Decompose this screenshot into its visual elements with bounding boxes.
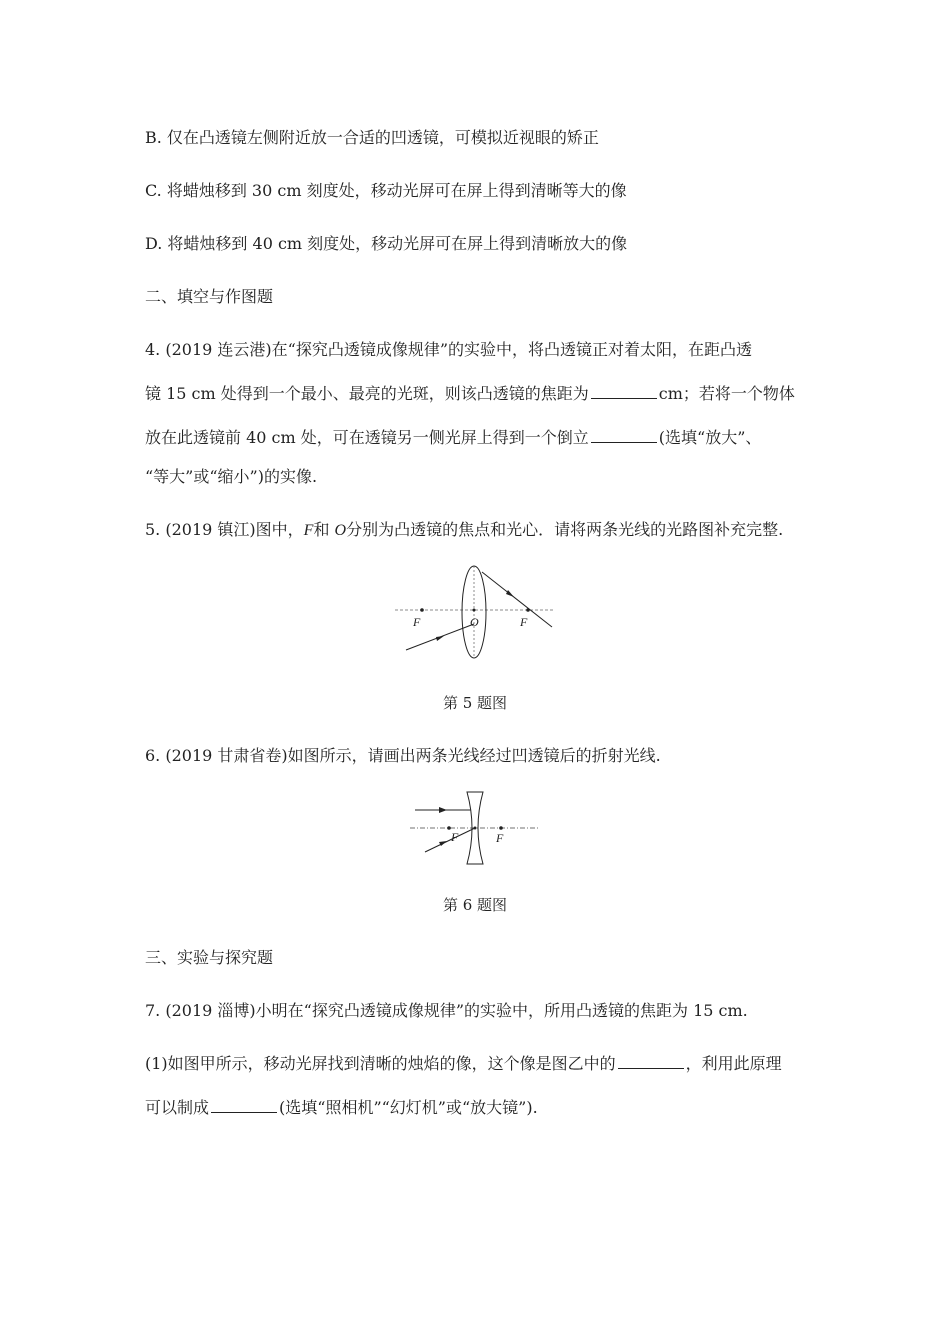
answer-blank[interactable] bbox=[211, 1098, 277, 1113]
incident-ray-oblique bbox=[425, 828, 475, 852]
convex-lens-figure bbox=[390, 560, 560, 660]
q4-line-2b: cm；若将一个物体 bbox=[658, 384, 795, 403]
answer-blank[interactable] bbox=[618, 1054, 684, 1069]
q7-sub-2a: 可以制成 bbox=[145, 1098, 210, 1117]
q7-sub-2 bbox=[145, 1098, 538, 1118]
q5-mid: 和 bbox=[313, 520, 335, 539]
q7-sub-2b: (选填“照相机”“幻灯机”或“放大镜”). bbox=[279, 1098, 538, 1117]
option-b: B. 仅在凸透镜左侧附近放一合适的凹透镜，可模拟近视眼的矫正 bbox=[145, 128, 599, 147]
optical-center-point bbox=[473, 609, 476, 612]
focus-point-right bbox=[499, 826, 503, 830]
q4-line-3b: (选填“放大”、 bbox=[658, 428, 762, 447]
label-f-right: F bbox=[520, 615, 528, 629]
q4-line-3 bbox=[145, 428, 761, 448]
q4-line-2 bbox=[145, 384, 795, 404]
q6-text: 6. (2019 甘肃省卷)如图所示，请画出两条光线经过凹透镜后的折射光线. bbox=[145, 746, 661, 765]
q4-line-4: “等大”或“缩小”)的实像. bbox=[145, 467, 318, 486]
section-heading-2: 二、填空与作图题 bbox=[145, 287, 274, 306]
q5-symbol-o: O bbox=[334, 522, 347, 539]
label-f-right: F bbox=[496, 831, 504, 845]
q5-symbol-f: F bbox=[303, 522, 314, 539]
q4-line-3a: 放在此透镜前 40 cm 处，可在透镜另一侧光屏上得到一个倒立 bbox=[145, 428, 589, 447]
lens-center-point bbox=[474, 827, 477, 830]
q7-sub-1b: ，利用此原理 bbox=[685, 1054, 782, 1073]
arrow-icon bbox=[436, 636, 444, 641]
option-c: C. 将蜡烛移到 30 cm 刻度处，移动光屏可在屏上得到清晰等大的像 bbox=[145, 181, 627, 200]
q7-sub-1a: (1)如图甲所示，移动光屏找到清晰的烛焰的像，这个像是图乙中的 bbox=[145, 1054, 616, 1073]
arrow-icon bbox=[439, 807, 447, 813]
figure-6-caption: 第 6 题图 bbox=[442, 896, 508, 914]
answer-blank[interactable] bbox=[591, 384, 657, 399]
q4-line-1: 4. (2019 连云港)在“探究凸透镜成像规律”的实验中，将凸透镜正对着太阳，在距凸透 bbox=[145, 340, 753, 359]
section-heading-3: 三、实验与探究题 bbox=[145, 948, 274, 967]
label-o: O bbox=[470, 615, 479, 629]
arrow-icon bbox=[506, 590, 514, 597]
q5-post: 分别为凸透镜的焦点和光心．请将两条光线的光路图补充完整. bbox=[346, 520, 784, 539]
q4-line-2a: 镜 15 cm 处得到一个最小、最亮的光斑，则该凸透镜的焦距为 bbox=[145, 384, 589, 403]
answer-blank[interactable] bbox=[591, 428, 657, 443]
q5-text bbox=[145, 520, 783, 541]
focus-point-left bbox=[420, 608, 424, 612]
concave-lens-figure bbox=[405, 790, 545, 870]
label-f-left: F bbox=[451, 830, 459, 844]
figure-5-caption: 第 5 题图 bbox=[442, 694, 508, 712]
refracted-ray-upper bbox=[482, 572, 552, 627]
q7-line-1: 7. (2019 淄博)小明在“探究凸透镜成像规律”的实验中，所用凸透镜的焦距为 15 cm. bbox=[145, 1001, 748, 1020]
q5-pre: 5. (2019 镇江)图中， bbox=[145, 520, 304, 539]
label-f-left: F bbox=[413, 615, 421, 629]
option-d: D. 将蜡烛移到 40 cm 刻度处，移动光屏可在屏上得到清晰放大的像 bbox=[145, 234, 628, 253]
q7-sub-1 bbox=[145, 1054, 782, 1074]
